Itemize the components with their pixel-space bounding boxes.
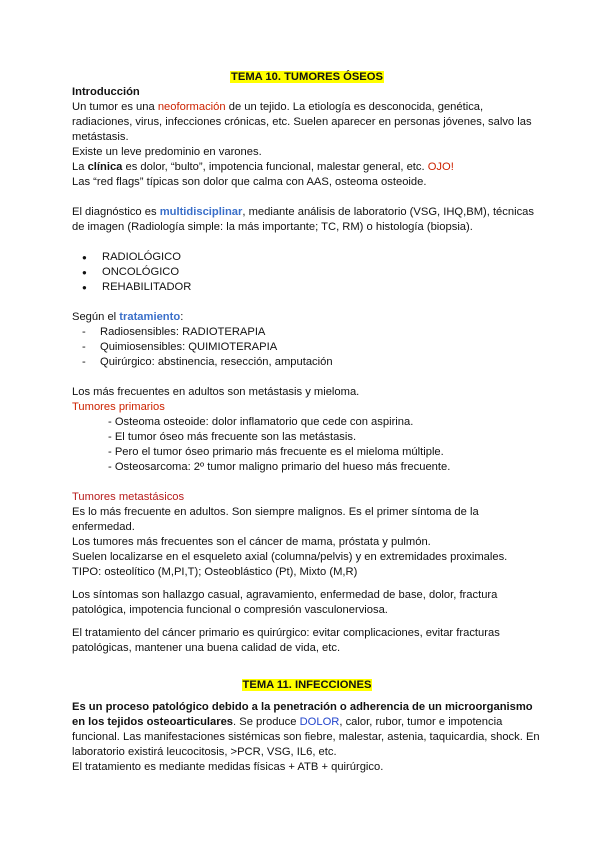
diagnosis-paragraph	[72, 205, 542, 235]
intro-p3-text-b: es dolor, “bulto”, impotencia funcional, malestar general, etc.	[122, 161, 428, 173]
primary-tumor-item: - Osteoma osteoide: dolor inflamatorio que cede con aspirina.	[108, 416, 414, 428]
treatment-item: - Quimiosensibles: QUIMIOTERAPIA	[92, 340, 542, 355]
intro-paragraph-2: Existe un leve predominio en varones.	[72, 146, 262, 158]
intro-heading: Introducción	[72, 86, 140, 98]
frequency-paragraph: Los más frecuentes en adultos son metástasis y mieloma.	[72, 386, 360, 398]
metastatic-paragraph-2: Los tumores más frecuentes son el cáncer de mama, próstata y pulmón.	[72, 536, 431, 548]
treatment-intro	[72, 310, 542, 325]
neoformacion-term: neoformación	[157, 101, 226, 113]
dolor-term: DOLOR	[299, 716, 340, 728]
diag-text-b: , mediante análisis de laboratorio (VSG, IHQ,BM), técnicas de imagen (Radiología simple: la más importante; TC, RM) o histología (biopsia).	[72, 206, 534, 233]
diag-text-a: El diagnóstico es	[72, 206, 160, 218]
bullet-item: ● RADIOLÓGICO	[94, 250, 542, 265]
intro-p3-text-a: La	[72, 161, 88, 173]
infection-paragraph-1	[72, 700, 542, 760]
infection-definition: Es un proceso patológico debido a la penetración o adherencia de un microorganismo en los tejidos osteoarticulares	[72, 701, 533, 728]
primary-tumor-item: - Pero el tumor óseo primario más frecuente es el mieloma múltiple.	[108, 446, 444, 458]
metastatic-paragraph-6: El tratamiento del cáncer primario es quirúrgico: evitar complicaciones, evitar fracturas patológicas, mantener una buena calidad de vida, etc.	[72, 627, 500, 654]
tema11-title-line	[72, 678, 542, 693]
treatment-item: - Radiosensibles: RADIOTERAPIA	[92, 325, 542, 340]
metastatic-paragraph-4: TIPO: osteolítico (M,PI,T); Osteoblástico (Pt), Mixto (M,R)	[72, 566, 358, 578]
metastatic-paragraph-5: Los síntomas son hallazgo casual, agravamiento, enfermedad de base, dolor, fractura patológica, impotencia funcional o compresión vasculonerviosa.	[72, 589, 498, 616]
trat-text-b: :	[180, 311, 184, 323]
intro-paragraph-3	[72, 160, 542, 175]
tema10-title: TEMA 10. TUMORES ÓSEOS	[231, 71, 383, 83]
infection-p1-text-a: . Se produce	[233, 716, 300, 728]
intro-paragraph-4: Las “red flags” típicas son dolor que calma con AAS, osteoma osteoide.	[72, 176, 427, 188]
primary-tumors-list	[72, 415, 542, 475]
approach-bullet-list	[72, 250, 542, 295]
treatment-item: - Quirúrgico: abstinencia, resección, amputación	[92, 355, 542, 370]
multidisciplinar-term: multidisciplinar	[159, 206, 243, 218]
infection-paragraph-2: El tratamiento es mediante medidas físicas + ATB + quirúrgico.	[72, 761, 384, 773]
document-page	[72, 70, 542, 775]
tema11-title: TEMA 11. INFECCIONES	[242, 679, 372, 691]
tema10-title-line	[72, 70, 542, 85]
primary-tumor-item: - El tumor óseo más frecuente son las metástasis.	[108, 431, 357, 443]
intro-p1-text-b: de un tejido. La etiología es desconocida, genética, radiaciones, virus, infecciones crónicas, etc. Suelen aparecer en personas jóvenes, salvo las metástasis.	[72, 101, 532, 143]
primary-tumors-heading: Tumores primarios	[72, 401, 165, 413]
intro-p1-text-a: Un tumor es una	[72, 101, 158, 113]
trat-text-a: Según el	[72, 311, 120, 323]
primary-tumor-item: - Osteosarcoma: 2º tumor maligno primario del hueso más frecuente.	[108, 461, 451, 473]
bullet-item: ● REHABILITADOR	[94, 280, 542, 295]
metastatic-tumors-heading: Tumores metastásicos	[72, 491, 185, 503]
intro-paragraph-1	[72, 100, 542, 145]
treatment-list	[72, 325, 542, 370]
infection-p1-text-b: , calor, rubor, tumor e impotencia funcional. Las manifestaciones sistémicas son fiebre, malestar, astenia, taquicardia, shock. En laboratorio existirá leucocitosis, >PCR, VSG, IL6, etc.	[72, 716, 540, 758]
bullet-item: ● ONCOLÓGICO	[94, 265, 542, 280]
ojo-note: OJO!	[427, 161, 454, 173]
metastatic-paragraph-3: Suelen localizarse en el esqueleto axial (columna/pelvis) y en extremidades proximales.	[72, 551, 508, 563]
metastatic-paragraph-1: Es lo más frecuente en adultos. Son siempre malignos. Es el primer síntoma de la enfermedad.	[72, 506, 479, 533]
tratamiento-term: tratamiento	[119, 311, 181, 323]
clinica-term: clínica	[87, 161, 123, 173]
